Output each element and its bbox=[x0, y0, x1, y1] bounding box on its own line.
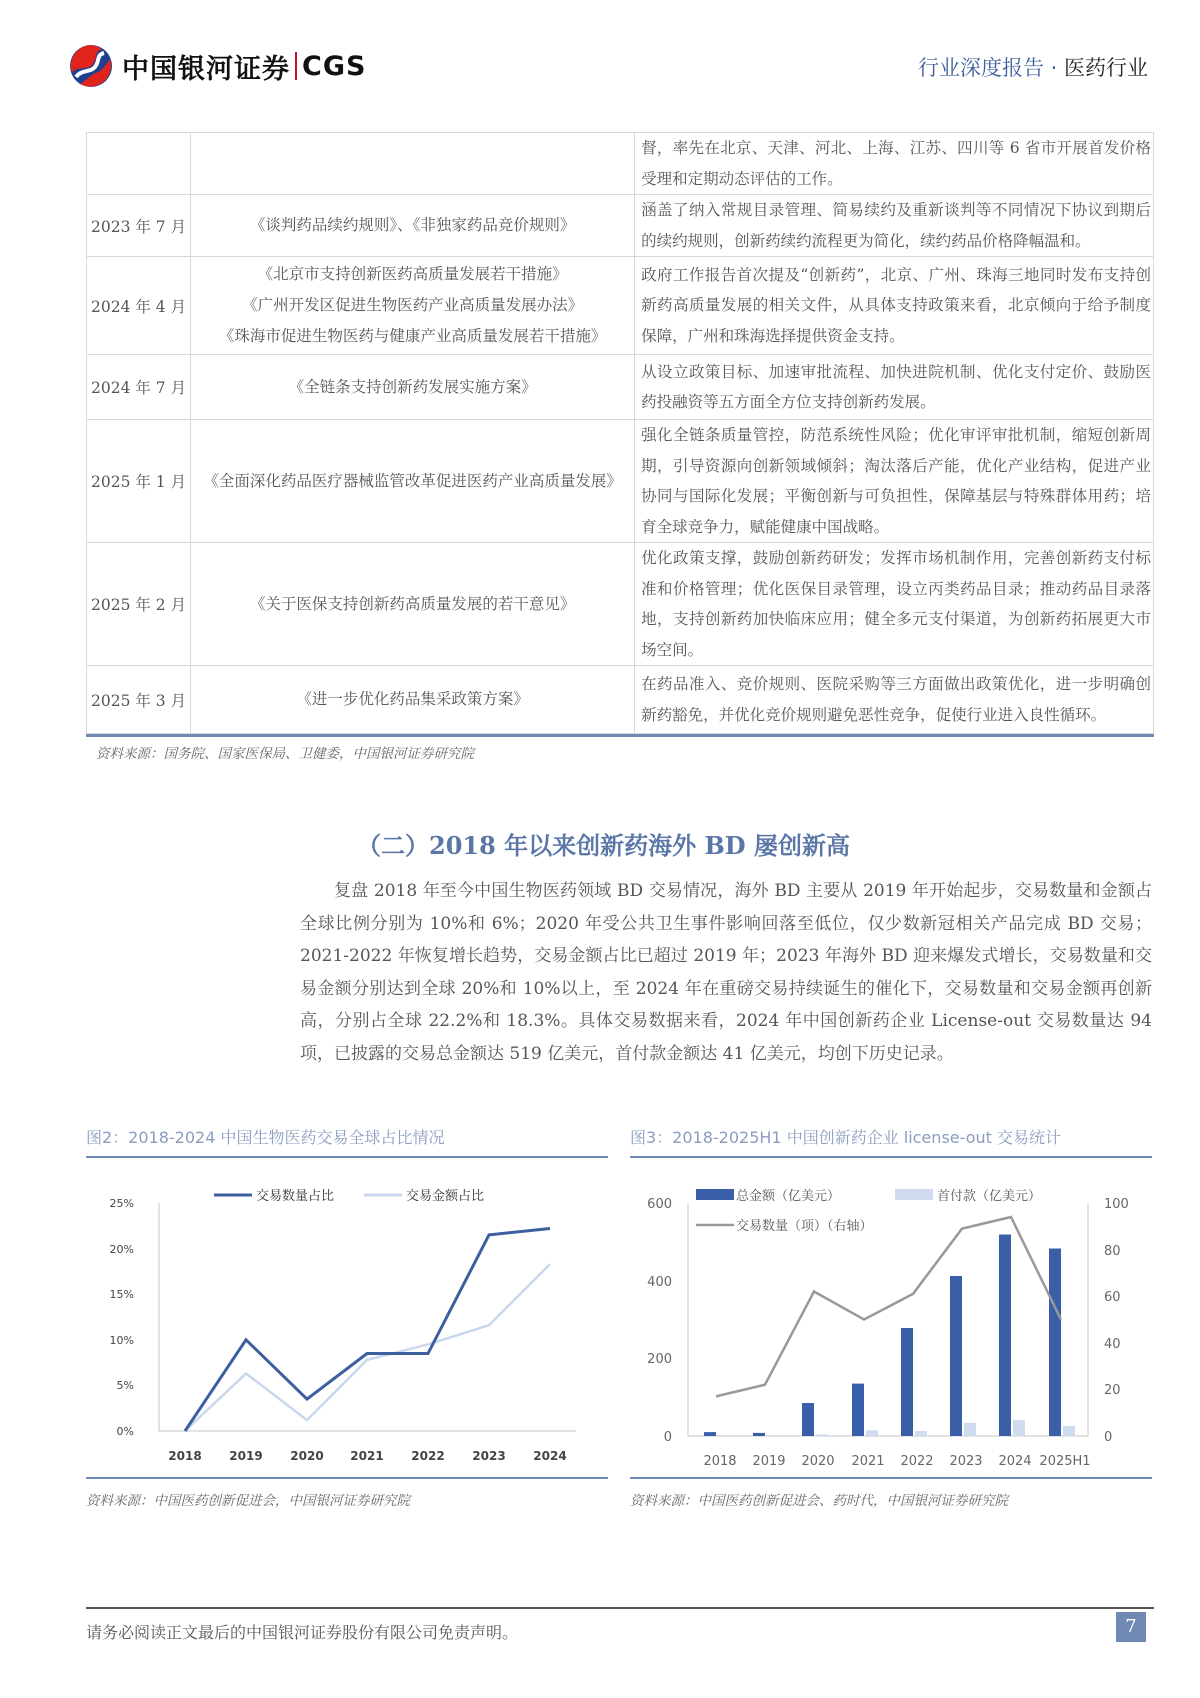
document-title: 《珠海市促进生物医药与健康产业高质量发展若干措施》 bbox=[218, 327, 607, 345]
document-title: 《广州开发区促进生物医药产业高质量发展办法》 bbox=[242, 296, 584, 314]
legend-swatch-upfront bbox=[895, 1189, 933, 1200]
svg-text:80: 80 bbox=[1104, 1244, 1121, 1259]
footer-disclaimer: 请务必阅读正文最后的中国银河证券股份有限公司免责声明。 bbox=[86, 1623, 519, 1642]
cell-date: 2023 年 7 月 bbox=[87, 195, 191, 257]
x-tick-labels bbox=[168, 1449, 566, 1463]
bar-upfront-2023 bbox=[964, 1423, 976, 1436]
svg-text:60: 60 bbox=[1104, 1290, 1121, 1305]
document-title: 《北京市支持创新医药高质量发展若干措施》 bbox=[257, 265, 568, 283]
bar-upfront-2025h1 bbox=[1063, 1426, 1075, 1436]
report-category bbox=[918, 52, 1148, 82]
bar-total-2023 bbox=[950, 1276, 962, 1436]
section-heading: （二）2018 年以来创新药海外 BD 屡创新高 bbox=[357, 831, 850, 860]
document-title: 《全面深化药品医疗器械监管改革促进医药产业高质量发展》 bbox=[203, 471, 622, 490]
svg-text:20: 20 bbox=[1104, 1383, 1121, 1398]
figure-3-source-note: 资料来源：中国医药创新促进会、药时代，中国银河证券研究院 bbox=[630, 1493, 1008, 1509]
svg-text:600: 600 bbox=[647, 1197, 672, 1212]
svg-text:0: 0 bbox=[1104, 1430, 1113, 1445]
cell-description: 督，率先在北京、天津、河北、上海、江苏、四川等 6 省市开展首发价格受理和定期动态评估的工作。 bbox=[635, 133, 1154, 195]
section-paragraph: 复盘 2018 年至今中国生物医药领域 BD 交易情况，海外 BD 主要从 2019 年开始起步，交易数量和金额占全球比例分别为 10%和 6%；2020 年受公共卫生事件影响回落至低位，仅少数新冠相关产品完成 BD 交易；2021-2022 年恢复增长趋势，交易金额占比已超过 2019 年；2023 年海外 BD 迎来爆发式增长，交易数量和交易金额分别达到全球 20%和 10%以上，至 2024 年在重磅交易持续诞生的催化下，交易数量和交易金额再创新高，分别占全球 22.2%和 18.3%。具体交易数据来看，2024 年中国创新药企业 License-out 交易数量达 94 项，已披露的交易总金额达 519 亿美元，首付款金额达 41 亿美元，均创下历史记录。 bbox=[300, 881, 1152, 1064]
cell-documents bbox=[191, 195, 635, 257]
legend-swatch-total bbox=[696, 1189, 734, 1200]
y-left-tick-labels bbox=[647, 1197, 672, 1445]
svg-text:2023: 2023 bbox=[949, 1454, 983, 1469]
legend-label-total: 总金额（亿美元） bbox=[736, 1189, 841, 1204]
cell-documents bbox=[191, 543, 635, 666]
table-row bbox=[87, 420, 1154, 543]
figure-2-title: 图2：2018-2024 中国生物医药交易全球占比情况 bbox=[86, 1128, 445, 1147]
svg-text:0: 0 bbox=[663, 1430, 672, 1445]
footer-rule bbox=[86, 1607, 1154, 1609]
svg-text:10%: 10% bbox=[109, 1334, 134, 1347]
svg-text:2024: 2024 bbox=[998, 1454, 1032, 1469]
table-row bbox=[87, 543, 1154, 666]
cell-description: 优化政策支撑，鼓励创新药研发；发挥市场机制作用，完善创新药支付标准和价格管理；优化医保目录管理，设立丙类药品目录；推动药品目录落地，支持创新药加快临床应用；健全多元支付渠道，为创新药拓展更大市场空间。 bbox=[635, 543, 1154, 666]
brand-name-cn: 中国银河证券 bbox=[122, 53, 290, 85]
document-title: 《谈判药品续约规则》、《非独家药品竞价规则》 bbox=[249, 216, 576, 234]
figure-3-top-rule bbox=[630, 1156, 1152, 1158]
document-title: 《全链条支持创新药发展实施方案》 bbox=[288, 377, 537, 396]
svg-text:40: 40 bbox=[1104, 1337, 1121, 1352]
legend-label-quantity: 交易数量占比 bbox=[256, 1189, 335, 1204]
cell-date: 2025 年 3 月 bbox=[87, 666, 191, 734]
svg-text:200: 200 bbox=[647, 1352, 672, 1367]
page-number: 7 bbox=[1116, 1612, 1146, 1642]
cell-date: 2025 年 2 月 bbox=[87, 543, 191, 666]
legend-label-count: 交易数量（项）（右轴） bbox=[736, 1219, 873, 1234]
cell-description: 政府工作报告首次提及“创新药”，北京、广州、珠海三地同时发布支持创新药高质量发展的相关文件，从具体支持政策来看，北京倾向于给予制度保障，广州和珠海选择提供资金支持。 bbox=[635, 257, 1154, 355]
brand-name-en: CGS bbox=[302, 50, 367, 82]
page-header bbox=[68, 42, 1148, 92]
series-line-quantity-share bbox=[185, 1229, 550, 1432]
bar-upfront-2022 bbox=[915, 1431, 927, 1436]
bar-upfront-2024 bbox=[1013, 1420, 1025, 1436]
bar-total-2020 bbox=[802, 1403, 814, 1436]
table-source-note: 资料来源：国务院、国家医保局、卫健委，中国银河证券研究院 bbox=[96, 746, 474, 762]
bar-total-2021 bbox=[852, 1384, 864, 1436]
svg-text:2018: 2018 bbox=[703, 1454, 737, 1469]
table-bottom-rule bbox=[86, 734, 1154, 737]
cell-documents bbox=[191, 133, 635, 195]
svg-text:2021: 2021 bbox=[851, 1454, 885, 1469]
figure-2-source-note: 资料来源：中国医药创新促进会，中国银河证券研究院 bbox=[86, 1493, 410, 1509]
cell-date: 2024 年 4 月 bbox=[87, 257, 191, 355]
bar-total-2022 bbox=[901, 1328, 913, 1436]
cell-description: 强化全链条质量管控，防范系统性风险；优化审评审批机制，缩短创新周期，引导资源向创新领域倾斜；淘汰落后产能，优化产业结构，促进产业协同与国际化发展；平衡创新与可负担性，保障基层与特殊群体用药；培育全球竞争力，赋能健康中国战略。 bbox=[635, 420, 1154, 543]
table-row bbox=[87, 666, 1154, 734]
cell-description: 在药品准入、竞价规则、医院采购等三方面做出政策优化，进一步明确创新药豁免，并优化竞价规则避免恶性竞争，促使行业进入良性循环。 bbox=[635, 666, 1154, 734]
cell-date: 2025 年 1 月 bbox=[87, 420, 191, 543]
document-title: 《进一步优化药品集采政策方案》 bbox=[296, 690, 529, 708]
svg-text:2022: 2022 bbox=[411, 1449, 445, 1463]
svg-text:2019: 2019 bbox=[752, 1454, 786, 1469]
figure-3-bottom-rule bbox=[630, 1477, 1152, 1479]
cell-date bbox=[87, 133, 191, 195]
table-row bbox=[87, 355, 1154, 420]
galaxy-logo-icon bbox=[68, 43, 114, 89]
figure-2-line-chart bbox=[86, 1175, 608, 1475]
bar-upfront-2020 bbox=[816, 1434, 828, 1436]
y-right-tick-labels bbox=[1104, 1197, 1129, 1445]
y-tick-labels bbox=[110, 1197, 134, 1438]
figure-3 bbox=[630, 1125, 1152, 1158]
svg-text:2018: 2018 bbox=[168, 1449, 202, 1463]
header-separator: · bbox=[1043, 56, 1064, 80]
bar-total-2019 bbox=[753, 1433, 765, 1436]
report-type-label: 行业深度报告 bbox=[917, 56, 1044, 80]
legend-label-upfront: 首付款（亿美元） bbox=[937, 1189, 1042, 1204]
brand-divider bbox=[295, 52, 297, 80]
policy-table bbox=[86, 132, 1154, 734]
figure-3-title: 图3：2018-2025H1 中国创新药企业 license-out 交易统计 bbox=[630, 1128, 1061, 1147]
svg-text:2019: 2019 bbox=[229, 1449, 263, 1463]
figure-2-bottom-rule bbox=[86, 1477, 608, 1479]
figure-2 bbox=[86, 1125, 608, 1158]
svg-text:400: 400 bbox=[647, 1275, 672, 1290]
figure-3-combo-chart bbox=[630, 1175, 1152, 1475]
brand-logo bbox=[68, 42, 366, 90]
svg-text:100: 100 bbox=[1104, 1197, 1129, 1212]
bar-total-2025h1 bbox=[1049, 1249, 1061, 1437]
x-tick-labels bbox=[703, 1454, 1090, 1469]
svg-text:2022: 2022 bbox=[900, 1454, 934, 1469]
svg-text:2023: 2023 bbox=[472, 1449, 506, 1463]
cell-documents bbox=[191, 420, 635, 543]
cell-date: 2024 年 7 月 bbox=[87, 355, 191, 420]
svg-text:2020: 2020 bbox=[801, 1454, 835, 1469]
cell-documents bbox=[191, 666, 635, 734]
svg-text:15%: 15% bbox=[109, 1288, 134, 1301]
svg-text:5%: 5% bbox=[116, 1379, 134, 1392]
table-row bbox=[87, 195, 1154, 257]
cell-description: 涵盖了纳入常规目录管理、简易续约及重新谈判等不同情况下协议到期后的续约规则，创新药续约流程更为简化，续约药品价格降幅温和。 bbox=[635, 195, 1154, 257]
document-title: 《关于医保支持创新药高质量发展的若干意见》 bbox=[249, 594, 576, 613]
series-bars-total bbox=[704, 1235, 1061, 1437]
industry-label: 医药行业 bbox=[1064, 56, 1148, 80]
svg-text:0%: 0% bbox=[116, 1425, 134, 1438]
svg-text:2024: 2024 bbox=[533, 1449, 567, 1463]
bar-upfront-2021 bbox=[866, 1430, 878, 1436]
svg-text:2021: 2021 bbox=[350, 1449, 384, 1463]
svg-text:2020: 2020 bbox=[290, 1449, 324, 1463]
legend-label-amount: 交易金额占比 bbox=[406, 1189, 485, 1204]
bar-total-2018 bbox=[704, 1432, 716, 1436]
bar-total-2024 bbox=[999, 1235, 1011, 1437]
cell-documents bbox=[191, 257, 635, 355]
cell-description: 从设立政策目标、加速审批流程、加快进院机制、优化支付定价、鼓励医药投融资等五方面全方位支持创新药发展。 bbox=[635, 355, 1154, 420]
table-row bbox=[87, 133, 1154, 195]
svg-text:25%: 25% bbox=[109, 1197, 134, 1210]
figure-2-top-rule bbox=[86, 1156, 608, 1158]
cell-documents bbox=[191, 355, 635, 420]
table-row bbox=[87, 257, 1154, 355]
svg-text:2025H1: 2025H1 bbox=[1039, 1454, 1091, 1469]
svg-text:20%: 20% bbox=[109, 1243, 134, 1256]
